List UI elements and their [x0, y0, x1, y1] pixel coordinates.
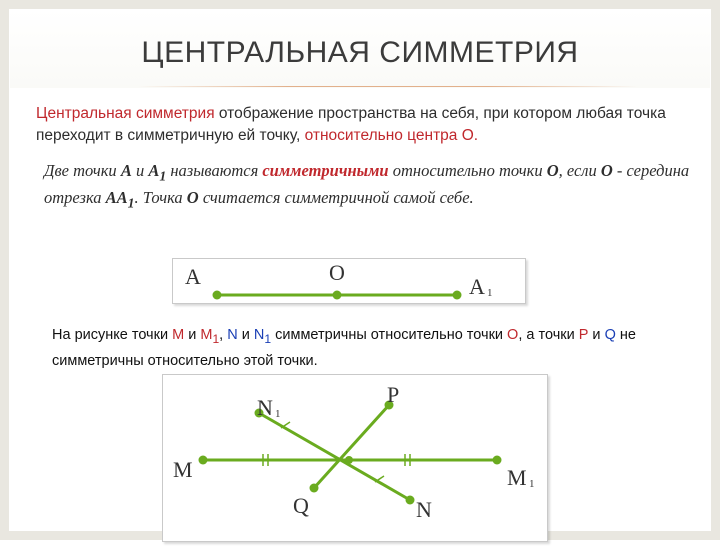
caption-point-o: О	[507, 327, 519, 343]
para-segment-aa1	[105, 188, 135, 211]
symmetry-diagram	[163, 375, 547, 541]
label-q: Q	[293, 493, 309, 518]
label-n1: N	[257, 395, 273, 420]
para-point-a: А	[120, 161, 132, 180]
para-text: считается симметричной самой себе.	[198, 188, 474, 208]
caption-text: симметричны относительно точки	[271, 327, 508, 343]
para-point-a1	[148, 161, 167, 184]
symmetry-figure	[162, 374, 548, 542]
line-n1-n	[259, 413, 410, 500]
para-point-a1-sub: 1	[159, 168, 167, 184]
caption-text: и	[588, 327, 605, 343]
label-p: P	[387, 382, 400, 407]
caption-text: , а точки	[518, 327, 579, 343]
caption-point-m: М	[172, 327, 185, 343]
caption-point-n: N	[227, 327, 238, 343]
para-point-a1-letter: А	[148, 161, 160, 180]
caption-text: и	[184, 327, 201, 343]
caption-point-p: Р	[578, 327, 589, 343]
symmetric-points-paragraph	[44, 160, 694, 215]
point-o-dot	[345, 456, 353, 464]
point-q-dot	[310, 484, 319, 493]
point-n-dot	[406, 496, 415, 505]
label-m1-sub: 1	[529, 478, 535, 490]
definition-term: Центральная симметрия	[36, 105, 215, 122]
caption-point-n1-letter: N	[253, 327, 265, 343]
slide-title: ЦЕНТРАЛЬНАЯ СИММЕТРИЯ	[141, 36, 579, 69]
para-text: называются	[166, 161, 263, 180]
caption-point-n1-sub: 1	[264, 331, 272, 346]
label-m: M	[173, 457, 193, 482]
caption-point-n1	[253, 327, 272, 346]
para-term-symmetric: симметричными	[262, 161, 389, 180]
caption-point-q: Q	[604, 327, 616, 343]
para-segment-sub: 1	[127, 195, 135, 211]
para-point-o: О	[186, 188, 199, 208]
para-segment-letters: АА	[105, 188, 128, 208]
label-n: N	[416, 497, 432, 522]
point-a-dot	[213, 291, 222, 300]
label-m1: M	[507, 465, 527, 490]
definition-tail: относительно центра О.	[304, 127, 479, 144]
caption-text: ,	[219, 327, 228, 343]
para-text: относительно точки	[388, 161, 547, 180]
figure-caption	[52, 324, 692, 372]
para-text: . Точка	[134, 188, 187, 208]
point-m1-dot	[493, 456, 502, 465]
caption-text: не симметричны относительно этой точки.	[52, 327, 636, 369]
definition-body: отображение пространства на себя, при котором любая точка переходит в симметричную ей точку,	[36, 105, 666, 144]
caption-text: и	[237, 327, 254, 343]
label-a: A	[185, 264, 201, 289]
segment-diagram	[173, 259, 525, 303]
line-p-q	[314, 405, 389, 488]
definition-text	[36, 103, 696, 147]
para-point-o: О	[600, 161, 613, 180]
caption-point-m1	[200, 327, 220, 346]
label-a1: A	[469, 274, 485, 299]
para-text: , если	[558, 161, 601, 180]
point-m-dot	[199, 456, 208, 465]
label-a1-sub: 1	[487, 287, 493, 299]
caption-point-m1-letter: М	[200, 327, 213, 343]
label-o: O	[329, 260, 345, 285]
segment-figure	[172, 258, 526, 304]
para-text: Две точки	[44, 161, 121, 180]
para-text: - середина отрезка	[44, 161, 690, 208]
caption-point-m1-sub: 1	[212, 331, 220, 346]
title-underline	[138, 86, 638, 87]
point-o-dot	[333, 291, 342, 300]
label-n1-sub: 1	[275, 408, 281, 420]
caption-text: На рисунке точки	[52, 327, 173, 343]
para-point-o: О	[546, 161, 559, 180]
point-a1-dot	[453, 291, 462, 300]
para-text: и	[131, 161, 149, 180]
